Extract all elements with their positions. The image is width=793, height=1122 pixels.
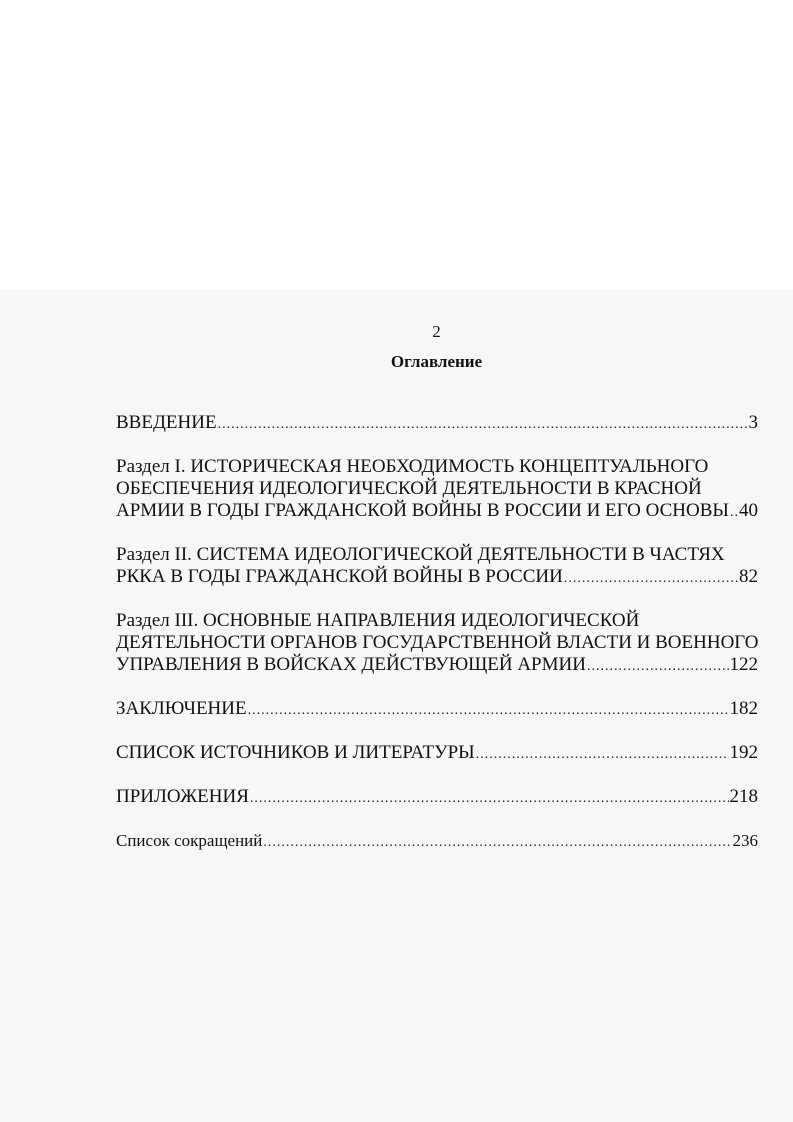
toc-page-number: 40	[739, 500, 758, 521]
toc-page-number: 122	[729, 654, 758, 675]
toc-page-number: 192	[729, 742, 758, 763]
page-title: Оглавление	[390, 352, 483, 371]
toc-page-number: 3	[748, 412, 758, 433]
page-number: 2	[432, 322, 441, 341]
dot-leader	[587, 656, 729, 678]
dot-leader	[248, 700, 729, 722]
toc-page-number: 218	[729, 786, 758, 807]
toc-entry-abbreviations[interactable]	[116, 830, 758, 854]
toc-entry-conclusion[interactable]	[116, 698, 758, 722]
toc-entry-label: АРМИИ В ГОДЫ ГРАЖДАНСКОЙ ВОЙНЫ В РОССИИ И ЕГО ОСНОВЫ	[116, 500, 729, 521]
dot-leader	[730, 502, 738, 524]
toc-entry-label: ОБЕСПЕЧЕНИЯ ИДЕОЛОГИЧЕСКОЙ ДЕЯТЕЛЬНОСТИ В КРАСНОЙ	[116, 478, 702, 499]
dot-leader	[218, 414, 748, 436]
toc-entry-label: Раздел II. СИСТЕМА ИДЕОЛОГИЧЕСКОЙ ДЕЯТЕЛЬНОСТИ В ЧАСТЯХ	[116, 544, 725, 565]
dot-leader	[250, 788, 729, 810]
dot-leader	[564, 568, 738, 590]
toc-entry-label: Раздел I. ИСТОРИЧЕСКАЯ НЕОБХОДИМОСТЬ КОНЦЕПТУАЛЬНОГО	[116, 456, 709, 477]
toc-entry-label: ПРИЛОЖЕНИЯ	[116, 786, 249, 807]
toc-entry-label: ВВЕДЕНИЕ	[116, 412, 217, 433]
toc-entry-section-1[interactable]	[116, 456, 758, 524]
toc-page-number: 82	[739, 566, 758, 587]
toc-entry-section-2[interactable]	[116, 544, 758, 590]
toc-entry-appendices[interactable]	[116, 786, 758, 810]
toc-entry-section-3[interactable]	[116, 610, 758, 678]
toc-page-number: 182	[729, 698, 758, 719]
toc-entry-label: СПИСОК ИСТОЧНИКОВ И ЛИТЕРАТУРЫ	[116, 742, 475, 763]
toc-entry-label: Раздел III. ОСНОВНЫЕ НАПРАВЛЕНИЯ ИДЕОЛОГИЧЕСКОЙ	[116, 610, 640, 631]
toc-entry-label: УПРАВЛЕНИЯ В ВОЙСКАХ ДЕЙСТВУЮЩЕЙ АРМИИ	[116, 654, 586, 675]
dot-leader	[476, 744, 729, 766]
toc-entry-label: ДЕЯТЕЛЬНОСТИ ОРГАНОВ ГОСУДАРСТВЕННОЙ ВЛАСТИ И ВОЕННОГО	[116, 632, 759, 653]
dot-leader	[263, 832, 731, 854]
toc-entry-label: РККА В ГОДЫ ГРАЖДАНСКОЙ ВОЙНЫ В РОССИИ	[116, 566, 563, 587]
toc-entry-sources[interactable]	[116, 742, 758, 766]
toc-page-number: 236	[732, 831, 758, 850]
toc-entry-label: ЗАКЛЮЧЕНИЕ	[116, 698, 247, 719]
toc-entry-label: Список сокращений	[116, 831, 263, 850]
toc-entry-introduction[interactable]	[116, 412, 758, 436]
table-of-contents	[116, 412, 758, 874]
